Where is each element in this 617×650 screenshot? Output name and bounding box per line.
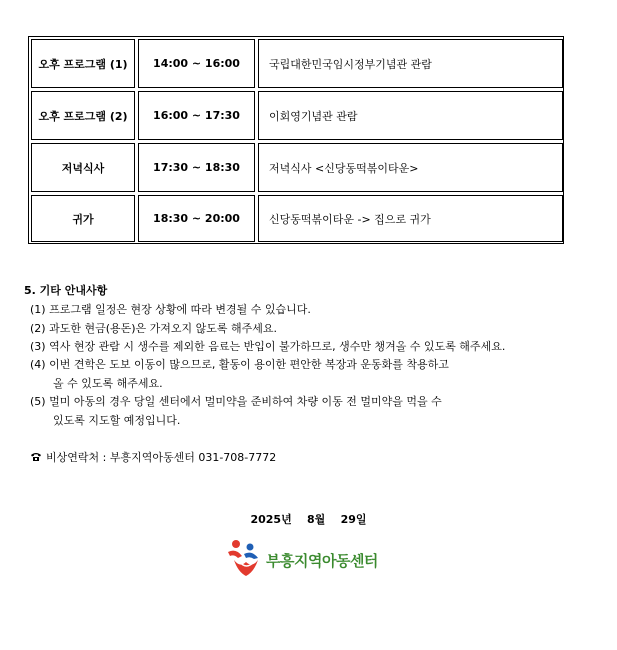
schedule-program-cell — [31, 39, 135, 88]
schedule-time-cell — [138, 91, 255, 140]
detail-label: 이회영기념관 관람 — [269, 109, 358, 123]
telephone-icon — [30, 452, 42, 462]
document-date: 2025년 8월 29일 — [250, 513, 367, 526]
emergency-contact — [30, 449, 276, 465]
schedule-detail-cell — [258, 39, 563, 88]
schedule-detail-cell — [258, 143, 563, 192]
program-label: 귀가 — [72, 212, 94, 226]
time-label: 18:30 ~ 20:00 — [153, 212, 240, 225]
program-label: 오후 프로그램 (1) — [38, 57, 128, 71]
logo-mark-icon — [224, 538, 266, 578]
detail-label: 국립대한민국임시정부기념관 관람 — [269, 57, 432, 71]
notice-item: (2) 과도한 현금(용돈)은 가져오지 않도록 해주세요. — [30, 322, 278, 335]
schedule-program-cell — [31, 143, 135, 192]
notice-item: (5) 멀미 아동의 경우 당일 센터에서 멀미약을 준비하여 차량 이동 전 멀미약을 먹을 수 — [30, 395, 442, 408]
detail-label: 저녁식사 <신당동떡볶이타운> — [269, 161, 419, 175]
notice-item-continuation: 올 수 있도록 해주세요. — [53, 377, 163, 390]
logo-text: 부흥지역아동센터 — [266, 552, 378, 570]
notice-item: (1) 프로그램 일정은 현장 상황에 따라 변경될 수 있습니다. — [30, 303, 311, 316]
center-logo — [224, 538, 394, 578]
notice-title: 5. 기타 안내사항 — [24, 284, 108, 297]
schedule-program-cell — [31, 91, 135, 140]
program-label: 오후 프로그램 (2) — [38, 109, 128, 123]
notice-item: (3) 역사 현장 관람 시 생수를 제외한 음료는 반입이 불가하므로, 생수만 챙겨올 수 있도록 해주세요. — [30, 340, 506, 353]
contact-text: 비상연락처 : 부흥지역아동센터 031-708-7772 — [46, 451, 277, 464]
schedule-program-cell — [31, 195, 135, 242]
schedule-time-cell — [138, 143, 255, 192]
program-label: 저녁식사 — [61, 161, 105, 175]
schedule-detail-cell — [258, 91, 563, 140]
schedule-detail-cell — [258, 195, 563, 242]
time-label: 14:00 ~ 16:00 — [153, 57, 240, 70]
schedule-time-cell — [138, 39, 255, 88]
notice-item-continuation: 있도록 지도할 예정입니다. — [53, 414, 181, 427]
notice-item: (4) 이번 견학은 도보 이동이 많으므로, 활동이 용이한 편안한 복장과 운동화를 착용하고 — [30, 358, 449, 371]
time-label: 16:00 ~ 17:30 — [153, 109, 240, 122]
time-label: 17:30 ~ 18:30 — [153, 161, 240, 174]
detail-label: 신당동떡볶이타운 -> 집으로 귀가 — [269, 212, 431, 226]
schedule-time-cell — [138, 195, 255, 242]
